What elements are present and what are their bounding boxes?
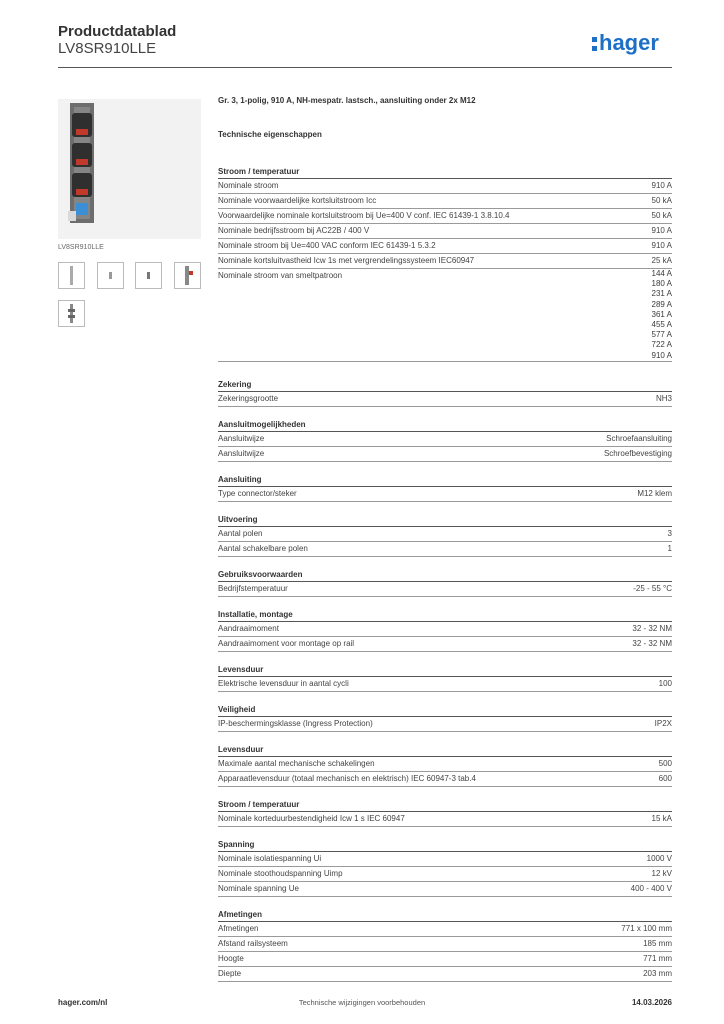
spec-label: Diepte <box>218 969 242 978</box>
spec-label: Aantal schakelbare polen <box>218 544 308 553</box>
spec-value: 231 A <box>651 289 672 299</box>
spec-value: -25 - 55 °C <box>633 584 672 593</box>
thumbnail-5[interactable] <box>58 300 85 327</box>
spec-section-title: Aansluiting <box>218 474 672 487</box>
spec-value: 12 kV <box>651 869 672 878</box>
spec-value: 100 <box>658 679 672 688</box>
spec-label: Nominale korteduurbestendigheid Icw 1 s IEC 60947 <box>218 814 405 823</box>
spec-row <box>218 757 672 772</box>
spec-section-title: Gebruiksvoorwaarden <box>218 569 672 582</box>
spec-label: Afstand railsysteem <box>218 939 288 948</box>
spec-row <box>218 882 672 897</box>
spec-row <box>218 447 672 462</box>
spec-label: Aandraaimoment voor montage op rail <box>218 639 355 648</box>
spec-value: IP2X <box>654 719 672 728</box>
spec-row <box>218 812 672 827</box>
product-description: Gr. 3, 1-polig, 910 A, NH-mespatr. lastsch., aansluiting onder 2x M12 <box>218 96 476 105</box>
spec-section-title: Zekering <box>218 379 672 392</box>
spec-section-title: Aansluitmogelijkheden <box>218 419 672 432</box>
footer-date: 14.03.2026 <box>631 998 672 1007</box>
spec-value: M12 klem <box>637 489 672 498</box>
spec-value: Schroefaansluiting <box>606 434 672 443</box>
spec-value: 722 A <box>651 340 672 350</box>
spec-value: 500 <box>658 759 672 768</box>
spec-value: 25 kA <box>651 256 672 265</box>
image-caption: LV8SR910LLE <box>58 244 104 251</box>
spec-value: 910 A <box>651 181 672 190</box>
thumbnail-2[interactable] <box>97 262 124 289</box>
spec-section <box>218 909 672 982</box>
spec-value: 203 mm <box>643 969 672 978</box>
spec-label: Nominale kortsluitvastheid Icw 1s met vergrendelingssysteem IEC60947 <box>218 256 475 265</box>
spec-row <box>218 194 672 209</box>
spec-value: 910 A <box>651 241 672 250</box>
footer-website[interactable]: hager.com/nl <box>58 998 108 1007</box>
spec-value: 455 A <box>651 320 672 330</box>
svg-text:hager: hager <box>599 30 659 55</box>
spec-section-title: Uitvoering <box>218 514 672 527</box>
spec-row <box>218 622 672 637</box>
spec-label: Nominale stroom <box>218 181 279 190</box>
spec-section <box>218 609 672 652</box>
spec-value: 361 A <box>651 309 672 319</box>
hager-logo <box>592 26 674 56</box>
spec-label: Nominale stoothoudspanning Uimp <box>218 869 343 878</box>
spec-section <box>218 664 672 692</box>
spec-label: Nominale voorwaardelijke kortsluitstroom Icc <box>218 196 377 205</box>
spec-row <box>218 432 672 447</box>
spec-value: 32 - 32 NM <box>632 639 672 648</box>
spec-label: Aantal polen <box>218 529 263 538</box>
spec-section <box>218 799 672 827</box>
thumbnail-4[interactable] <box>174 262 201 289</box>
spec-row <box>218 392 672 407</box>
spec-row <box>218 677 672 692</box>
technical-properties-title: Technische eigenschappen <box>218 130 322 139</box>
spec-row <box>218 937 672 952</box>
spec-value: 185 mm <box>643 939 672 948</box>
spec-section <box>218 379 672 407</box>
spec-row <box>218 487 672 502</box>
header-divider <box>58 67 672 68</box>
spec-section-title: Installatie, montage <box>218 609 672 622</box>
spec-section <box>218 569 672 597</box>
spec-row <box>218 542 672 557</box>
spec-section-title: Stroom / temperatuur <box>218 799 672 812</box>
spec-label: Afmetingen <box>218 924 259 933</box>
spec-value: 400 - 400 V <box>630 884 672 893</box>
spec-value: NH3 <box>655 394 672 403</box>
spec-section-title: Levensduur <box>218 744 672 757</box>
spec-section <box>218 474 672 502</box>
spec-row <box>218 239 672 254</box>
spec-label: Aandraaimoment <box>218 624 279 633</box>
spec-label: IP-beschermingsklasse (Ingress Protection) <box>218 719 373 728</box>
thumbnail-3[interactable] <box>135 262 162 289</box>
spec-label: Maximale aantal mechanische schakelingen <box>218 759 375 768</box>
spec-row <box>218 952 672 967</box>
spec-label: Zekeringsgrootte <box>218 394 279 403</box>
spec-row <box>218 209 672 224</box>
spec-value: Schroefbevestiging <box>603 449 672 458</box>
page-title: Productdatablad <box>58 23 177 40</box>
spec-section-title: Levensduur <box>218 664 672 677</box>
spec-row <box>218 867 672 882</box>
spec-label: Apparaatlevensduur (totaal mechanisch en elektrisch) IEC 60947-3 tab.4 <box>218 774 476 783</box>
spec-label: Aansluitwijze <box>218 449 265 458</box>
spec-value: 771 x 100 mm <box>621 924 672 933</box>
spec-section <box>218 839 672 897</box>
footer-note: Technische wijzigingen voorbehouden <box>298 998 426 1007</box>
spec-label: Bedrijfstemperatuur <box>218 584 288 593</box>
specifications-table <box>218 154 672 982</box>
spec-value: 1000 V <box>646 854 672 863</box>
spec-label: Aansluitwijze <box>218 434 265 443</box>
spec-section <box>218 514 672 557</box>
product-code: LV8SR910LLE <box>58 40 157 57</box>
spec-label: Nominale isolatiespanning Ui <box>218 854 322 863</box>
spec-label: Type connector/steker <box>218 489 297 498</box>
spec-value: 32 - 32 NM <box>632 624 672 633</box>
spec-value: 180 A <box>651 279 672 289</box>
spec-value: 50 kA <box>651 196 672 205</box>
spec-value: 144 A <box>651 269 672 278</box>
spec-row <box>218 967 672 982</box>
spec-value: 289 A <box>651 299 672 309</box>
spec-row <box>218 179 672 194</box>
spec-value: 15 kA <box>651 814 672 823</box>
spec-label: Elektrische levensduur in aantal cycli <box>218 679 349 688</box>
spec-value: 771 mm <box>643 954 672 963</box>
spec-row <box>218 582 672 597</box>
spec-value: 577 A <box>651 330 672 340</box>
spec-section <box>218 166 672 362</box>
spec-section <box>218 744 672 787</box>
spec-row <box>218 717 672 732</box>
spec-value: 50 kA <box>651 211 672 220</box>
spec-value: 1 <box>667 544 672 553</box>
spec-row <box>218 772 672 787</box>
spec-section-title: Spanning <box>218 839 672 852</box>
spec-label: Nominale stroom bij Ue=400 VAC conform IEC 61439-1 5.3.2 <box>218 241 436 250</box>
spec-section <box>218 419 672 462</box>
spec-row <box>218 269 672 362</box>
spec-label: Nominale stroom van smeltpatroon <box>218 271 343 280</box>
product-image <box>58 99 201 239</box>
spec-section-title: Afmetingen <box>218 909 672 922</box>
spec-label: Nominale spanning Ue <box>218 884 299 893</box>
spec-value: 910 A <box>651 350 672 360</box>
spec-label: Hoogte <box>218 954 244 963</box>
thumbnail-1[interactable] <box>58 262 85 289</box>
spec-row <box>218 527 672 542</box>
spec-row <box>218 852 672 867</box>
spec-section <box>218 704 672 732</box>
spec-value: 600 <box>658 774 672 783</box>
spec-label: Voorwaardelijke nominale kortsluitstroom bij Ue=400 V conf. IEC 61439-1 3.8.10.4 <box>218 211 510 220</box>
spec-row <box>218 224 672 239</box>
spec-value: 910 A <box>651 226 672 235</box>
spec-row <box>218 637 672 652</box>
spec-label: Nominale bedrijfsstroom bij AC22B / 400 V <box>218 226 370 235</box>
spec-row <box>218 922 672 937</box>
spec-value-list <box>652 269 672 361</box>
spec-value: 3 <box>667 529 672 538</box>
spec-section-title: Veiligheid <box>218 704 672 717</box>
spec-row <box>218 254 672 269</box>
spec-section-title: Stroom / temperatuur <box>218 166 672 179</box>
